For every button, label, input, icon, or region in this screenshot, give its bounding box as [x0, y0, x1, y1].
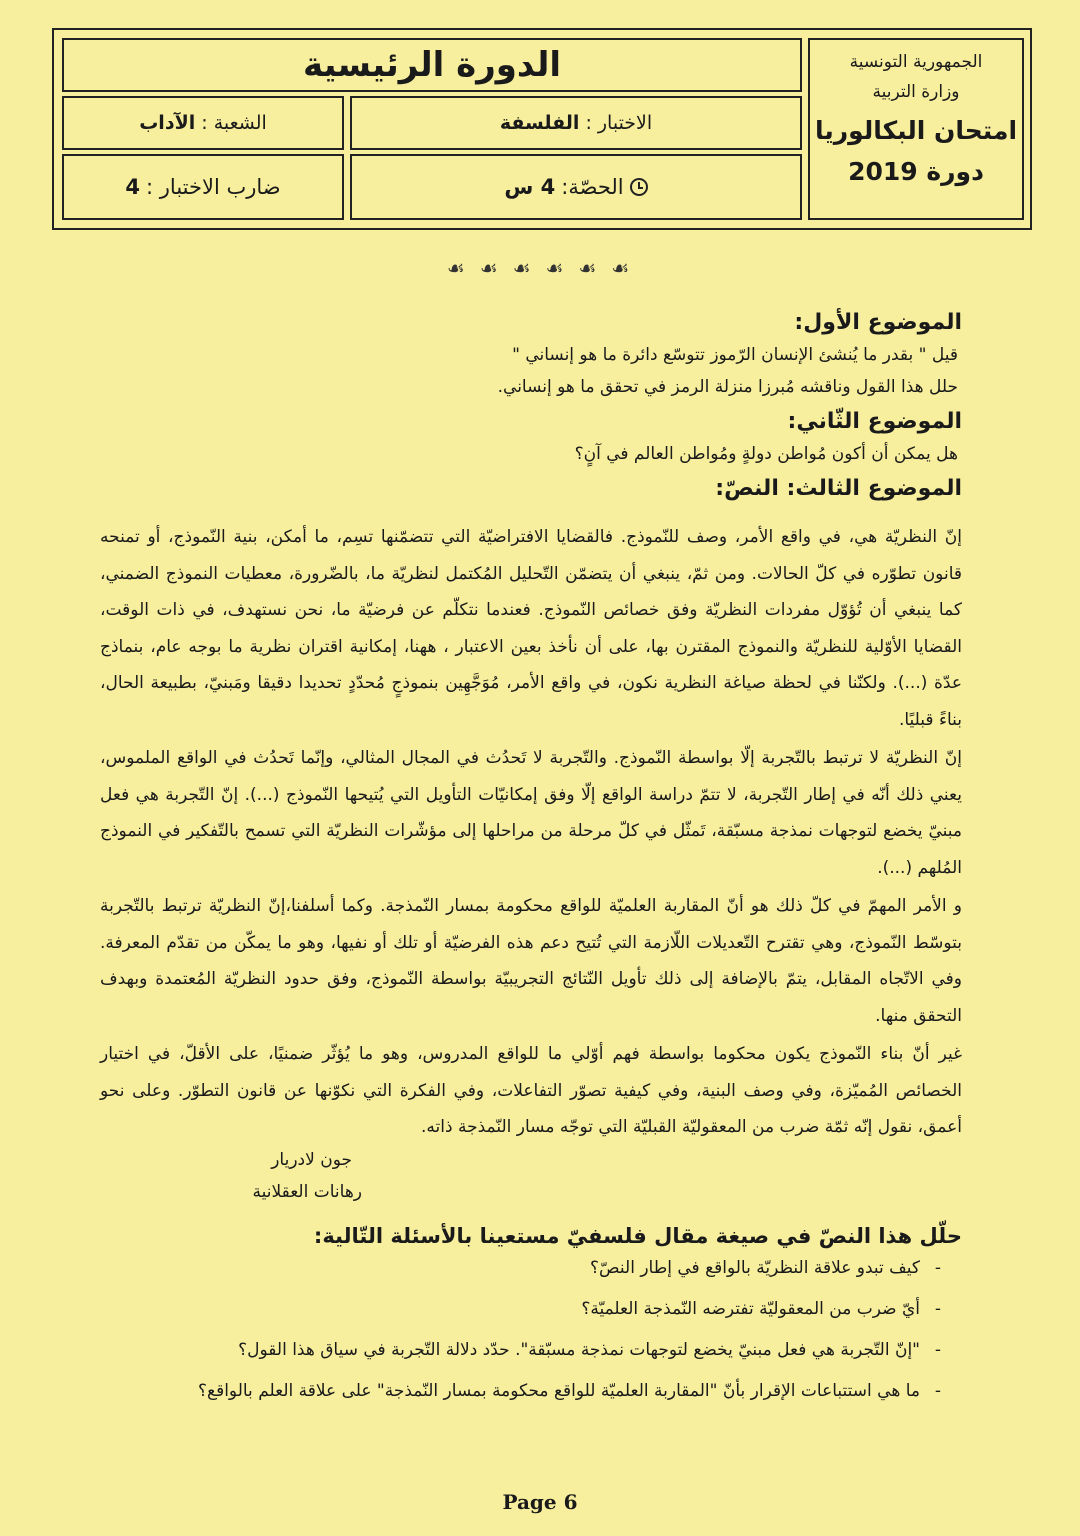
- text-author: جون لادريار: [271, 1149, 352, 1170]
- text-source: رهانات العقلانية: [252, 1181, 362, 1202]
- text-paragraph: و الأمر المهمّ في كلّ ذلك هو أنّ المقاربة العلميّة للواقع محكومة بمسار النّمذجة. وكما أسلفنا،إنّ النظريّة ترتبط بالتّجربة بتوسّط النّموذج، وهي تقترح التّعديلات اللّازمة التي تُتيح دعم هذه الفرضيّة أو تلك أو نفيها، وهو ما يمكّن من تقدّم المعرفة. وفي الاتّجاه المقابل، يتمّ بالإضافة إلى ذلك تأويل النّتائج التجريبيّة بواسطة النّموذج، وفق حدود النظريّة المُعتمدة وبهدف التحقق منها.: [100, 896, 962, 1026]
- subject-1-title: الموضوع الأول:: [794, 310, 962, 335]
- subject-2-question: هل يمكن أن أكون مُواطن دولةٍ ومُواطن العالم في آنٍ؟: [574, 444, 958, 464]
- exam-subject-box: [350, 96, 802, 150]
- question-list: [100, 1258, 962, 1401]
- list-item: [100, 1381, 962, 1401]
- list-dash: -: [934, 1257, 942, 1278]
- question-text: "إنّ التّجربة هي فعل مبنيّ يخضع لتوجهات نمذجة مسبّقة". حدّد دلالة التّجربة في سياق هذا القول؟: [238, 1339, 920, 1360]
- subject-3-title: الموضوع الثالث: النصّ:: [715, 476, 962, 501]
- task-title: حلّل هذا النصّ في صيغة مقال فلسفيّ مستعينا بالأسئلة التّالية:: [313, 1223, 962, 1248]
- coefficient-box: [62, 154, 344, 220]
- question-text: أيّ ضرب من المعقوليّة تفترضه النّمذجة العلميّة؟: [581, 1298, 920, 1319]
- session-title: الدورة الرئيسية: [303, 45, 561, 85]
- branch-label: الشعبة :: [201, 112, 267, 134]
- institution-box: [808, 38, 1024, 220]
- text-paragraph: غير أنّ بناء النّموذج يكون محكوما بواسطة فهم أوّلي ما للواقع المدروس، وهو ما يُؤثّر ضمنيًا، على الأقلّ، في اختيار الخصائص المُميّزة، وفي وصف البنية، وفي كيفية تصوّر التفاعلات، وفي الفكرة التي نكوّنها عن قانون التطوّر. وعلى نحو أعمق، نقول إنّه ثمّة ضرب من المعقوليّة القبليّة التي توجّه مسار النّمذجة ذاته.: [100, 1044, 962, 1137]
- exam-content: [100, 310, 962, 1422]
- page-number: Page 6: [502, 1490, 578, 1514]
- exam-name: امتحان البكالوريا: [815, 116, 1018, 145]
- coefficient-label: ضارب الاختبار :: [146, 175, 281, 199]
- question-text: كيف تبدو علاقة النظريّة بالواقع في إطار النصّ؟: [590, 1257, 920, 1278]
- question-text: ما هي استتباعات الإقرار بأنّ "المقاربة العلميّة للواقع محكومة بمسار النّمذجة" على علاقة العلم بالواقع؟: [198, 1380, 920, 1401]
- clock-icon: [630, 178, 648, 196]
- duration-value: 4 س: [504, 175, 556, 199]
- branch-box: [62, 96, 344, 150]
- session-box: [62, 38, 802, 92]
- duration-label: الحصّة:: [561, 175, 624, 199]
- list-dash: -: [934, 1380, 942, 1401]
- exam-year: دورة 2019: [848, 157, 984, 186]
- list-item: [100, 1299, 962, 1319]
- country-name: الجمهورية التونسية: [849, 52, 983, 72]
- list-item: [100, 1258, 962, 1278]
- list-item: [100, 1340, 962, 1360]
- coefficient-value: 4: [125, 175, 141, 199]
- text-paragraph: إنّ النظريّة لا ترتبط بالتّجربة إلّا بواسطة النّموذج. والتّجربة لا تَحدُث في المجال المثالي، وإنّما تَحدُث في الواقع الملموس، يعني ذلك أنّه في إطار التّجربة، لا تتمّ دراسة الواقع إلّا وفق إمكانيّات التأويل التي يُتيحها النّموذج (...). إنّ التّجربة هي فعل مبنيّ يخضع لتوجهات نمذجة مسبّقة، تَمثّل في كلّ مرحلة من مراحلها إلى مؤشّرات النظريّة التي تسمح بالتّفكير في النموذج المُلهم (...).: [100, 748, 962, 878]
- text-paragraph: إنّ النظريّة هي، في واقع الأمر، وصف للنّموذج. فالقضايا الافتراضيّة التي تتضمّنها تسِم، ما أمكن، بنية النّموذج، أو تمنحه قانون تطوّره في كلّ الحالات. ومن ثمّ، ينبغي أن يتضمّن التّحليل المُكتمل لنظريّة ما، بالضّرورة، معطيات النموذج الضمني، كما ينبغي أن تُؤوّل مفردات النظريّة وفق خصائص النّموذج. فعندما نتكلّم عن فرضيّة ما، نحن نستهدف، في ذات الوقت، القضايا الأوّلية للنظريّة والنموذج المقترن بها، على أن نأخذ بعين الاعتبار ، ههنا، إمكانية اقتران نظرية ما بوجه عام، بنماذج عدّة (...). ولكنّنا في لحظة صياغة النظرية نكون، في واقع الأمر، مُوَجَّهِين بنموذجٍ مُحدّدٍ تحديدا دقيقا ومَبنيّ، بطبيعة الحال، بناءً قبليًا.: [100, 527, 962, 730]
- branch-value: الآداب: [139, 112, 196, 134]
- duration-box: [350, 154, 802, 220]
- list-dash: -: [934, 1298, 942, 1319]
- subject-1-quote: قيل " بقدر ما يُنشئ الإنسان الرّموز تتوسّع دائرة ما هو إنساني ": [512, 345, 958, 365]
- ministry-name: وزارة التربية: [872, 82, 960, 102]
- ornament-divider: ☙ ☙ ☙ ☙ ☙ ☙: [446, 256, 634, 280]
- subject-1-instruction: حلل هذا القول وناقشه مُبرزا منزلة الرمز في تحقق ما هو إنساني.: [497, 377, 958, 397]
- exam-value: الفلسفة: [499, 112, 580, 134]
- subject-2-title: الموضوع الثّاني:: [787, 409, 962, 434]
- exam-header: [52, 28, 1032, 230]
- exam-label: الاختبار :: [585, 112, 653, 134]
- list-dash: -: [934, 1339, 942, 1360]
